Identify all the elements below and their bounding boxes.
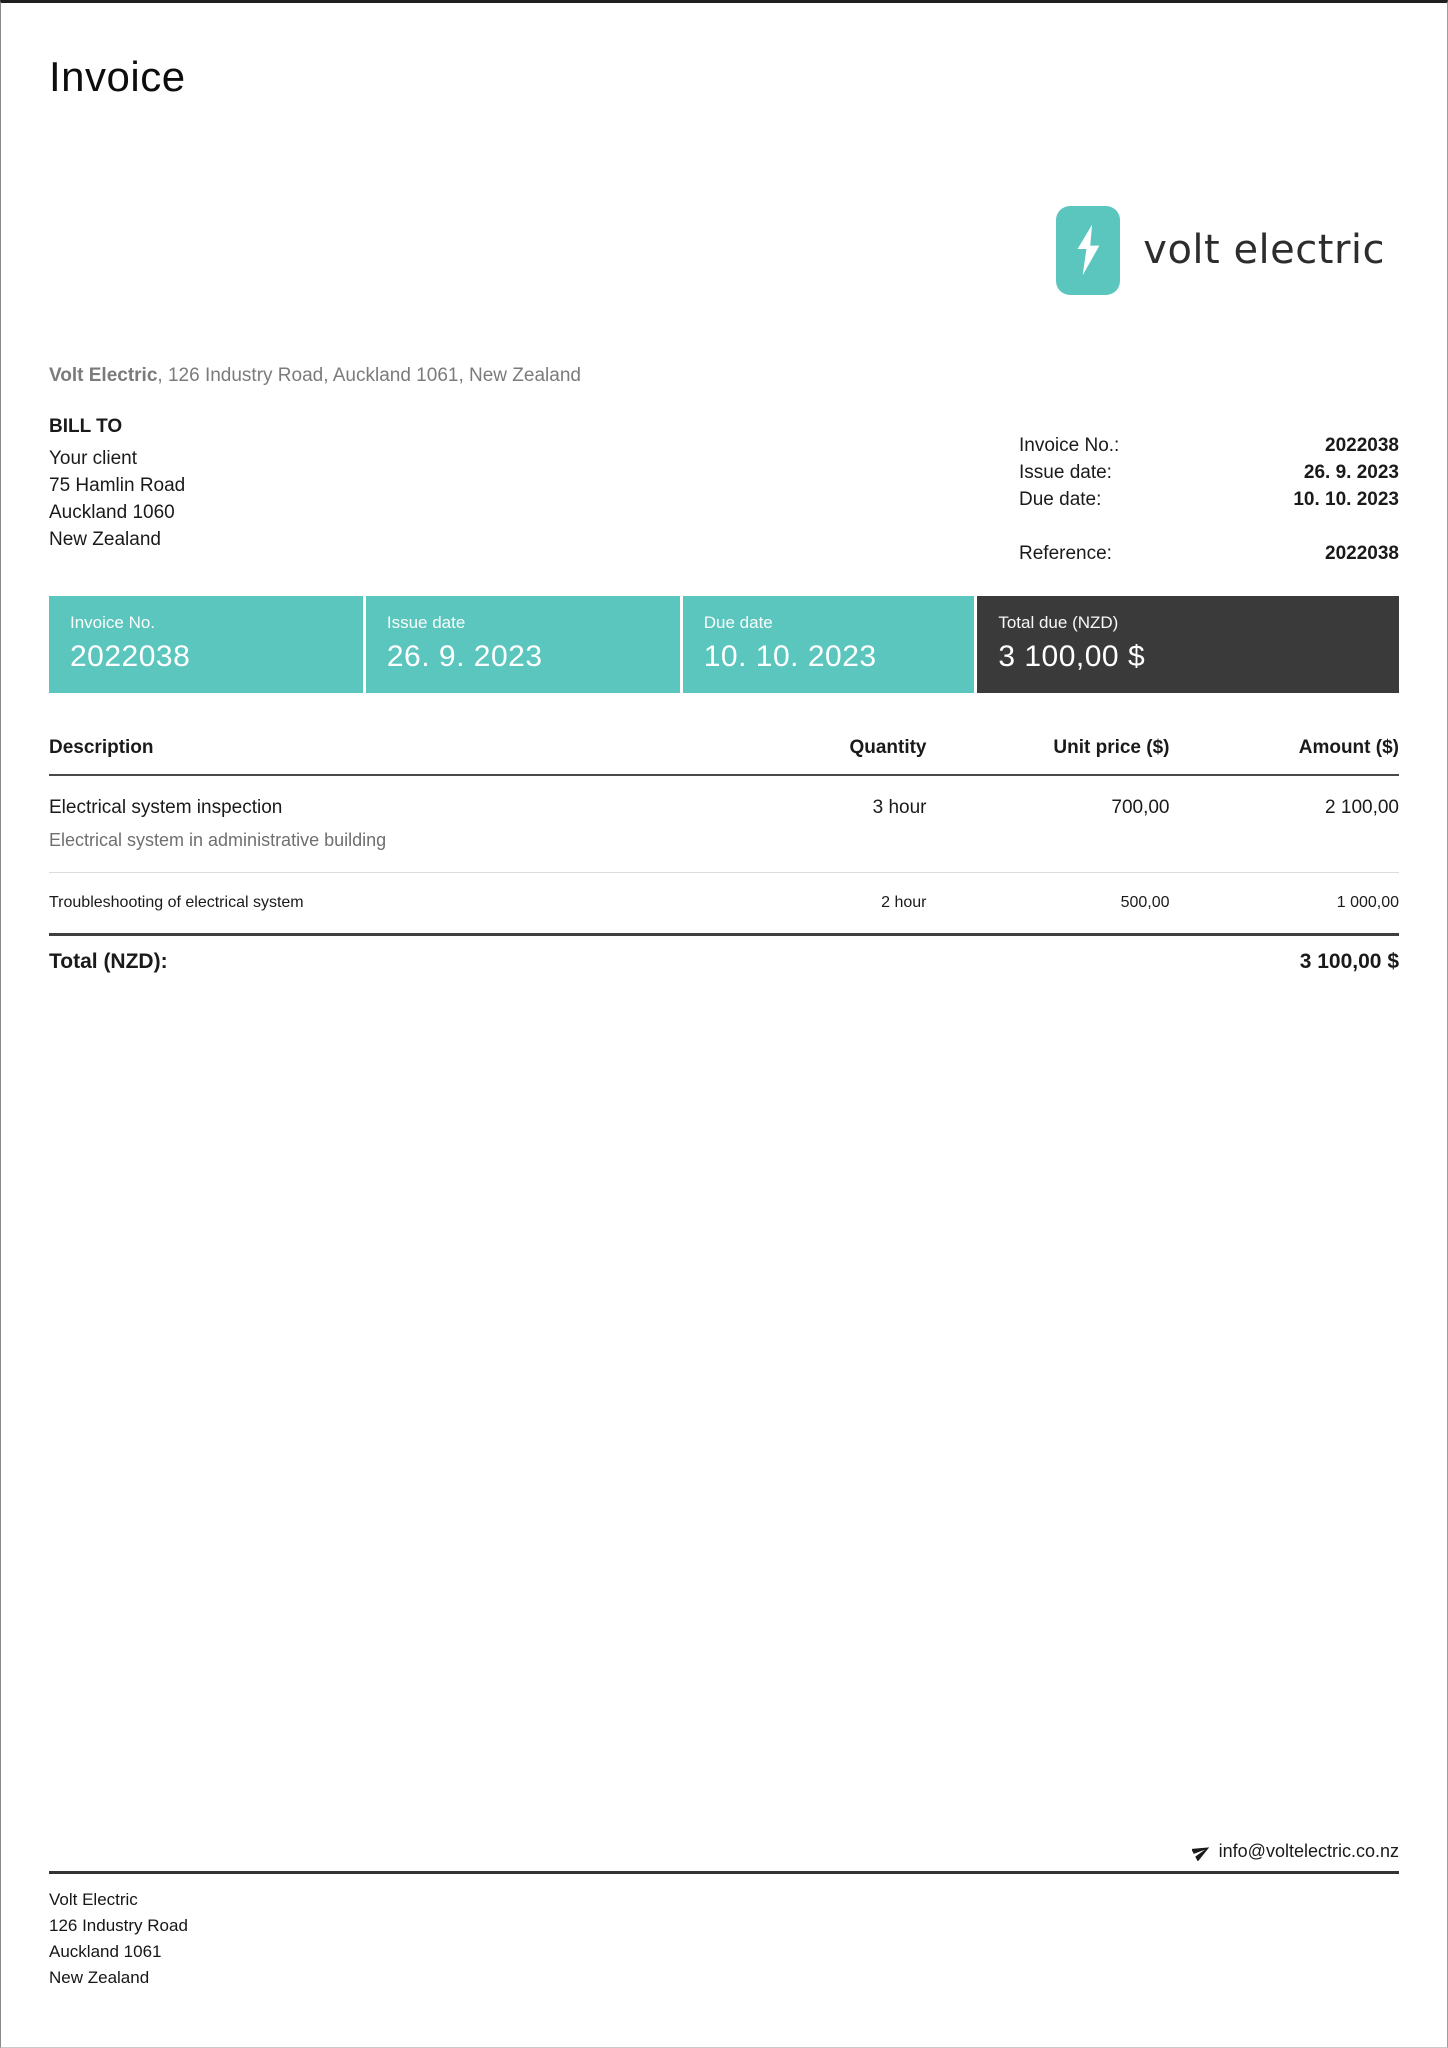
detail-value: 26. 9. 2023 — [1303, 462, 1399, 483]
item-quantity: 3 hour — [872, 797, 927, 818]
detail-label: Invoice No.: — [1019, 435, 1120, 456]
info-section — [49, 416, 1399, 567]
table-header-row — [49, 737, 1399, 776]
item-amount: 1 000,00 — [1336, 894, 1399, 911]
banner-cell-due-date — [683, 596, 975, 693]
item-note: Electrical system in administrative building — [49, 830, 1399, 873]
header-description: Description — [49, 737, 154, 758]
footer-address-line: Volt Electric — [49, 1890, 138, 1909]
detail-value: 10. 10. 2023 — [1293, 489, 1399, 510]
table-row — [49, 776, 1399, 819]
detail-row-due-date — [1019, 486, 1399, 513]
detail-label: Due date: — [1019, 489, 1102, 510]
lightning-bolt-icon — [1056, 206, 1120, 295]
detail-label: Reference: — [1019, 543, 1112, 564]
header-quantity: Quantity — [849, 737, 927, 758]
bill-to-line: 75 Hamlin Road — [49, 475, 186, 496]
page-title: Invoice — [49, 53, 186, 100]
banner-cell-invoice-no — [49, 596, 363, 693]
item-unit-price: 500,00 — [1120, 894, 1170, 911]
banner-value: 3 100,00 $ — [998, 640, 1146, 673]
banner-value: 10. 10. 2023 — [703, 640, 877, 673]
company-address-rest: , 126 Industry Road, Auckland 1061, New Zealand — [157, 365, 581, 386]
brand-name: volt electric — [1143, 227, 1385, 273]
email-link[interactable]: info@voltelectric.co.nz — [1218, 1841, 1399, 1861]
footer-address-line: New Zealand — [49, 1968, 150, 1987]
detail-row-reference — [1019, 540, 1399, 567]
banner-label: Issue date — [386, 613, 466, 632]
table-row — [49, 873, 1399, 936]
banner-label: Due date — [703, 613, 773, 632]
detail-label: Issue date: — [1019, 462, 1112, 483]
banner-label: Invoice No. — [70, 613, 156, 632]
detail-value: 2022038 — [1325, 435, 1399, 456]
banner-label: Total due (NZD) — [998, 613, 1119, 632]
line-items-table — [49, 737, 1399, 974]
banner-value: 26. 9. 2023 — [386, 640, 543, 673]
summary-banner — [49, 596, 1399, 693]
bill-to-line: Auckland 1060 — [49, 502, 175, 523]
item-description: Electrical system inspection — [49, 797, 283, 818]
header-amount: Amount ($) — [1298, 737, 1399, 758]
banner-cell-issue-date — [366, 596, 680, 693]
bill-to-line: New Zealand — [49, 529, 161, 550]
footer-divider — [49, 1871, 1399, 1874]
paper-plane-icon — [1192, 1842, 1211, 1861]
banner-value: 2022038 — [70, 640, 191, 673]
footer-address — [49, 1887, 1399, 1991]
detail-row-issue-date — [1019, 459, 1399, 486]
bill-to-heading: BILL TO — [49, 416, 123, 437]
bill-to-line: Your client — [49, 448, 138, 469]
invoice-details-block — [1019, 432, 1399, 567]
bill-to-block — [49, 416, 185, 553]
footer-address-line: 126 Industry Road — [49, 1916, 188, 1935]
item-description: Troubleshooting of electrical system — [49, 894, 304, 911]
item-quantity: 2 hour — [881, 894, 927, 911]
total-label: Total (NZD): — [49, 950, 168, 973]
detail-value: 2022038 — [1325, 543, 1399, 564]
company-address-line — [49, 365, 1399, 387]
item-amount: 2 100,00 — [1325, 797, 1399, 818]
company-logo — [49, 205, 1385, 295]
item-unit-price: 700,00 — [1111, 797, 1170, 818]
total-row — [49, 936, 1399, 974]
page-footer — [49, 1841, 1399, 1991]
footer-address-line: Auckland 1061 — [49, 1942, 162, 1961]
banner-cell-total-due — [977, 596, 1399, 693]
detail-row-invoice-no — [1019, 432, 1399, 459]
header-unit-price: Unit price ($) — [1053, 737, 1170, 758]
company-name: Volt Electric — [49, 365, 158, 386]
email-row — [49, 1841, 1399, 1862]
total-value: 3 100,00 $ — [1299, 950, 1399, 973]
